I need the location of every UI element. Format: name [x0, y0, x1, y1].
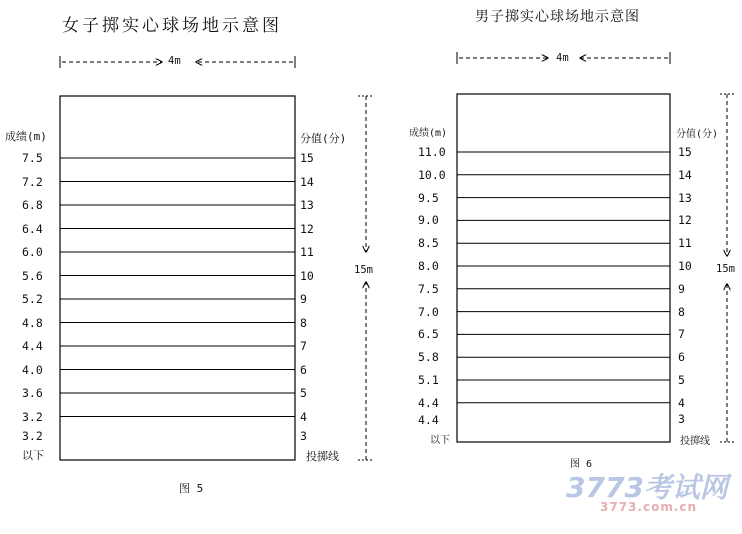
men-points-header: 分值(分) — [676, 129, 719, 140]
men-bottom-score: 4.4 — [418, 413, 439, 427]
women-row-score: 4.0 — [22, 362, 43, 377]
men-row-score: 5.8 — [418, 350, 439, 365]
men-row-score: 7.5 — [418, 281, 439, 296]
women-bottom-score: 3.2 — [22, 429, 43, 443]
men-score-header: 成绩(m) — [409, 128, 448, 139]
men-row-score: 5.1 — [418, 373, 439, 387]
women-row-score: 7.5 — [22, 151, 43, 165]
women-row-score: 3.2 — [22, 409, 43, 424]
men-row-score: 11.0 — [418, 145, 446, 159]
watermark-brand: 3773考试网 — [566, 471, 728, 504]
women-row-score: 7.2 — [22, 174, 43, 189]
women-row-points: 7 — [300, 339, 307, 353]
women-row-score: 6.4 — [22, 221, 43, 236]
women-row-points: 6 — [300, 362, 307, 377]
men-row-score: 9.0 — [418, 213, 439, 228]
women-score-lines — [60, 158, 295, 417]
men-row-points: 14 — [678, 167, 692, 182]
women-row-score: 6.8 — [22, 198, 43, 212]
women-row-points: 10 — [300, 268, 314, 283]
women-row-points: 13 — [300, 198, 314, 212]
men-row-score: 10.0 — [418, 167, 446, 182]
men-row-score: 8.0 — [418, 259, 439, 273]
men-row-score: 7.0 — [418, 304, 439, 319]
women-row-points: 11 — [300, 245, 314, 259]
men-field — [457, 52, 734, 442]
men-row-points: 13 — [678, 190, 692, 205]
men-row-score: 8.5 — [418, 236, 439, 251]
men-row-points: 10 — [678, 259, 692, 273]
women-bottom-points: 3 — [300, 429, 307, 443]
women-bottom-score-suffix: 以下 — [22, 449, 44, 462]
women-row-points: 14 — [300, 174, 314, 189]
men-row-points: 4 — [678, 395, 685, 410]
women-row-points: 12 — [300, 221, 314, 236]
men-width-label: 4m — [556, 52, 569, 64]
men-row-score: 9.5 — [418, 190, 439, 205]
women-throw-line-label: 投掷线 — [306, 450, 339, 463]
men-score-lines — [457, 152, 670, 403]
women-field — [60, 56, 374, 460]
women-row-score: 6.0 — [22, 245, 43, 259]
women-length-label: 15m — [354, 264, 373, 276]
women-row-points: 15 — [300, 151, 314, 165]
women-row-points: 4 — [300, 409, 307, 424]
women-row-score: 4.4 — [22, 339, 43, 353]
women-row-points: 5 — [300, 386, 307, 400]
men-field-border — [457, 94, 670, 442]
women-row-score: 5.6 — [22, 268, 43, 283]
men-bottom-score-suffix: 以下 — [430, 435, 450, 446]
men-bottom-points: 3 — [678, 412, 685, 426]
women-score-header: 成绩(m) — [5, 130, 47, 143]
men-row-points: 5 — [678, 373, 685, 387]
men-field-title: 男子掷实心球场地示意图 — [475, 9, 640, 25]
men-row-score: 6.5 — [418, 327, 439, 342]
watermark-url: 3773.com.cn — [600, 500, 698, 514]
men-length-label: 15m — [716, 263, 735, 275]
women-field-border — [60, 96, 295, 460]
women-row-score: 3.6 — [22, 386, 43, 400]
men-row-points: 7 — [678, 327, 685, 342]
women-row-score: 4.8 — [22, 315, 43, 330]
men-row-points: 11 — [678, 236, 692, 251]
women-points-header: 分值(分) — [300, 132, 347, 145]
women-field-title: 女子掷实心球场地示意图 — [62, 16, 282, 36]
women-row-points: 8 — [300, 315, 307, 330]
men-figure-caption: 图 6 — [570, 459, 593, 470]
men-row-points: 9 — [678, 281, 685, 296]
women-row-score: 5.2 — [22, 292, 43, 306]
women-width-label: 4m — [168, 55, 181, 67]
men-row-points: 6 — [678, 350, 685, 365]
men-row-points: 8 — [678, 304, 685, 319]
women-row-points: 9 — [300, 292, 307, 306]
men-row-points: 12 — [678, 213, 692, 228]
women-figure-caption: 图 5 — [179, 482, 204, 495]
men-throw-line-label: 投掷线 — [680, 436, 710, 447]
men-row-points: 15 — [678, 145, 692, 159]
men-row-score: 4.4 — [418, 395, 439, 410]
